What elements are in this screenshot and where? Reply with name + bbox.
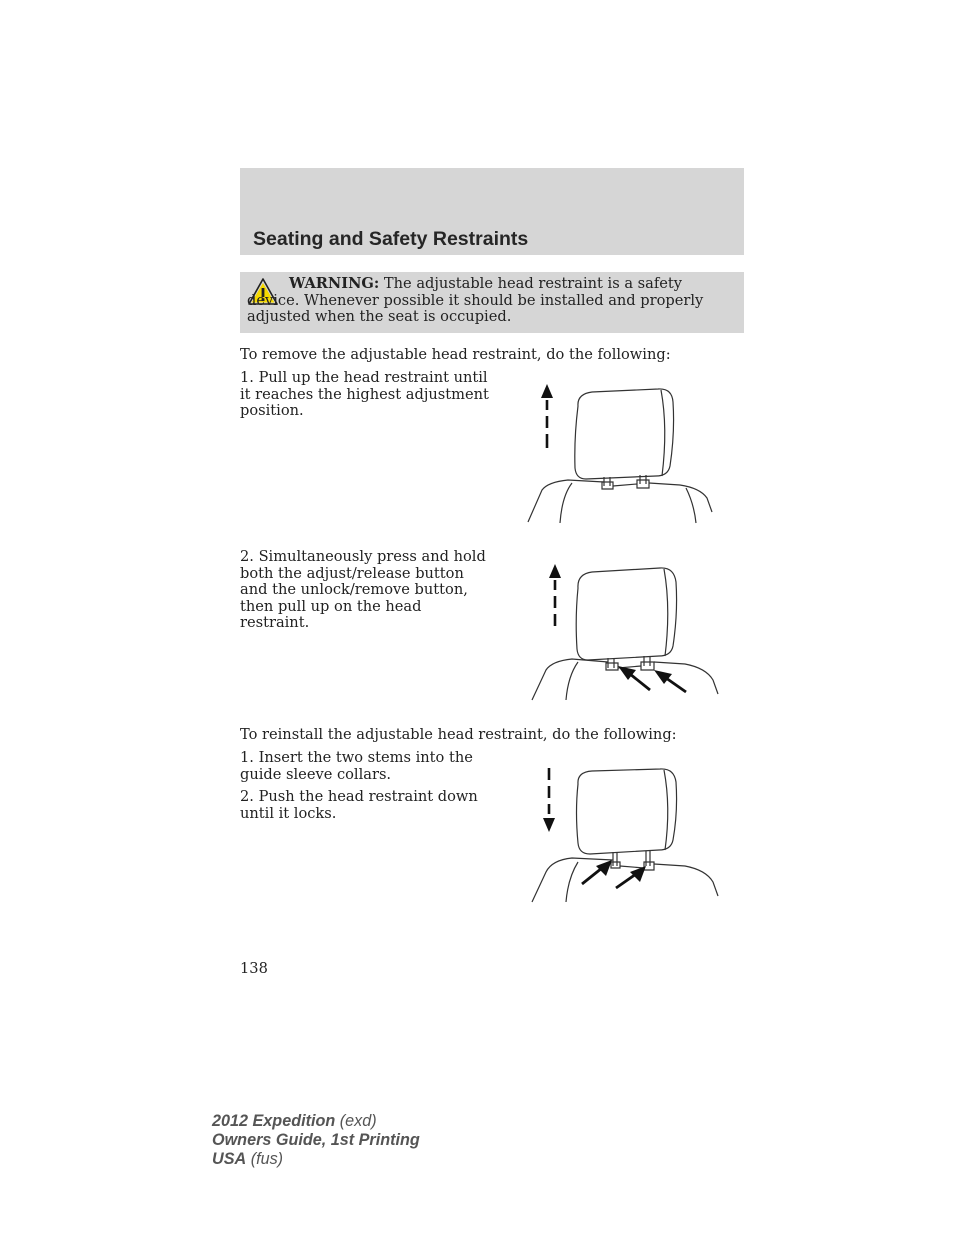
warning-box <box>240 272 744 333</box>
figure-pull-up <box>520 378 720 526</box>
section-header <box>240 168 744 255</box>
footer <box>212 1112 420 1169</box>
footer-region-code: (fus) <box>250 1150 284 1168</box>
remove-step-2: 2. Simultaneously press and hold both the adjust/release button and the unlock/remove button, then pull up on the head restraint. <box>240 548 486 631</box>
warning-text <box>247 276 725 326</box>
footer-line-2 <box>212 1131 420 1150</box>
page-number: 138 <box>240 960 268 977</box>
press-arrow-icon <box>582 860 646 888</box>
remove-step-1: 1. Pull up the head restraint until it reaches the highest adjustment position. <box>240 369 489 419</box>
reinstall-step-1: 1. Insert the two stems into the guide sleeve collars. <box>240 749 473 783</box>
warning-label: WARNING: <box>289 275 380 292</box>
footer-region: USA <box>212 1150 247 1168</box>
arrow-up-icon <box>541 384 553 448</box>
footer-model: 2012 Expedition <box>212 1112 336 1130</box>
footer-line-1 <box>212 1112 420 1131</box>
arrow-down-icon <box>543 768 555 832</box>
reinstall-step-2: 2. Push the head restraint down until it locks. <box>240 788 478 822</box>
footer-line-3 <box>212 1150 420 1169</box>
footer-printing: Owners Guide, 1st Printing <box>212 1131 420 1149</box>
figure-push-down <box>520 762 720 904</box>
arrow-up-icon <box>549 564 561 626</box>
reinstall-intro: To reinstall the adjustable head restraint, do the following: <box>240 726 677 743</box>
section-title: Seating and Safety Restraints <box>253 228 529 250</box>
footer-model-code: (exd) <box>339 1112 377 1130</box>
warning-body: The adjustable head restraint is a safety device. Whenever possible it should be installed and properly adjusted when the seat is occupied. <box>247 275 704 325</box>
remove-intro: To remove the adjustable head restraint, do the following: <box>240 346 671 363</box>
figure-press-buttons <box>520 558 720 704</box>
